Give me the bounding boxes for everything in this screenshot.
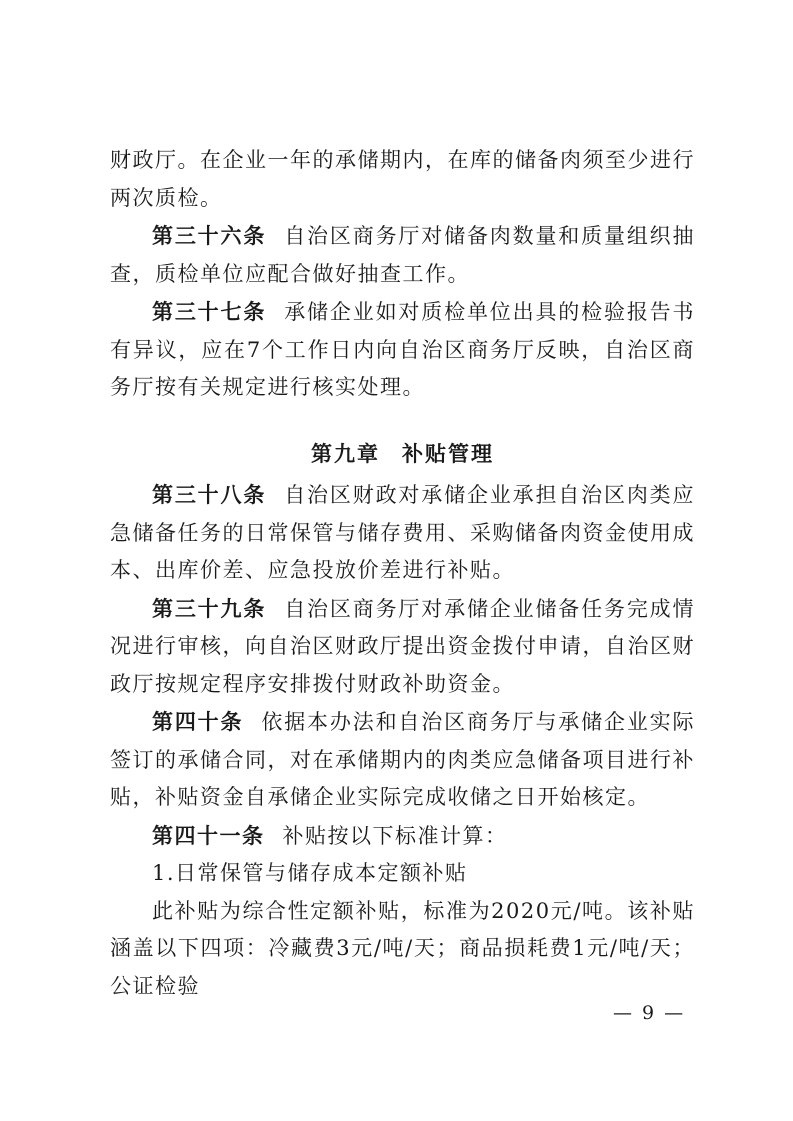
article-label: 第三十七条 [152,299,267,324]
article-41 [110,817,695,856]
paragraph-text: 此补贴为综合性定额补贴，标准为2020元/吨。该补贴涵盖以下四项：冷藏费3元/吨/天；商品损耗费1元/吨/天；公证检验 [110,898,695,998]
article-text: 补贴按以下标准计算： [282,823,508,848]
paragraph-text: 财政厅。在企业一年的承储期内，在库的储备肉须至少进行两次质检。 [110,148,695,210]
article-label: 第四十条 [152,709,244,734]
article-36 [110,217,695,293]
article-38 [110,476,695,590]
paragraph-subsidy-detail [110,893,695,1006]
page-number: — 9 — [613,1002,686,1024]
chapter-title: 补贴管理 [402,440,494,466]
list-item-text: 1.日常保管与储存成本定额补贴 [152,861,468,885]
chapter-number: 第九章 [311,440,380,466]
article-label: 第三十六条 [152,223,267,248]
chapter-heading [110,435,695,473]
article-text: 自治区财政对承储企业承担自治区肉类应急储备任务的日常保管与储存费用、采购储备肉资金使用成本、出库价差、应急投放价差进行补贴。 [110,483,696,582]
paragraph-continuation [110,142,695,217]
article-text: 自治区商务厅对储备肉数量和质量组织抽查，质检单位应配合做好抽查工作。 [110,224,696,286]
body-text [110,142,695,1005]
article-label: 第四十一条 [152,822,265,848]
article-37 [110,293,695,407]
article-label: 第三十八条 [152,482,267,507]
list-item-1 [110,855,695,893]
article-text: 承储企业如对质检单位出具的检验报告书有异议，应在7个工作日内向自治区商务厅反映，自治区商务厅按有关规定进行核实处理。 [110,300,696,399]
article-40 [110,703,695,817]
article-text: 依据本办法和自治区商务厅与承储企业实际签订的承储合同，对在承储期内的肉类应急储备项目进行补贴，补贴资金自承储企业实际完成收储之日开始核定。 [110,710,696,809]
article-text: 自治区商务厅对承储企业储备任务完成情况进行审核，向自治区财政厅提出资金拨付申请，自治区财政厅按规定程序安排拨付财政补助资金。 [110,596,696,696]
article-label: 第三十九条 [152,595,267,621]
article-39 [110,590,695,704]
